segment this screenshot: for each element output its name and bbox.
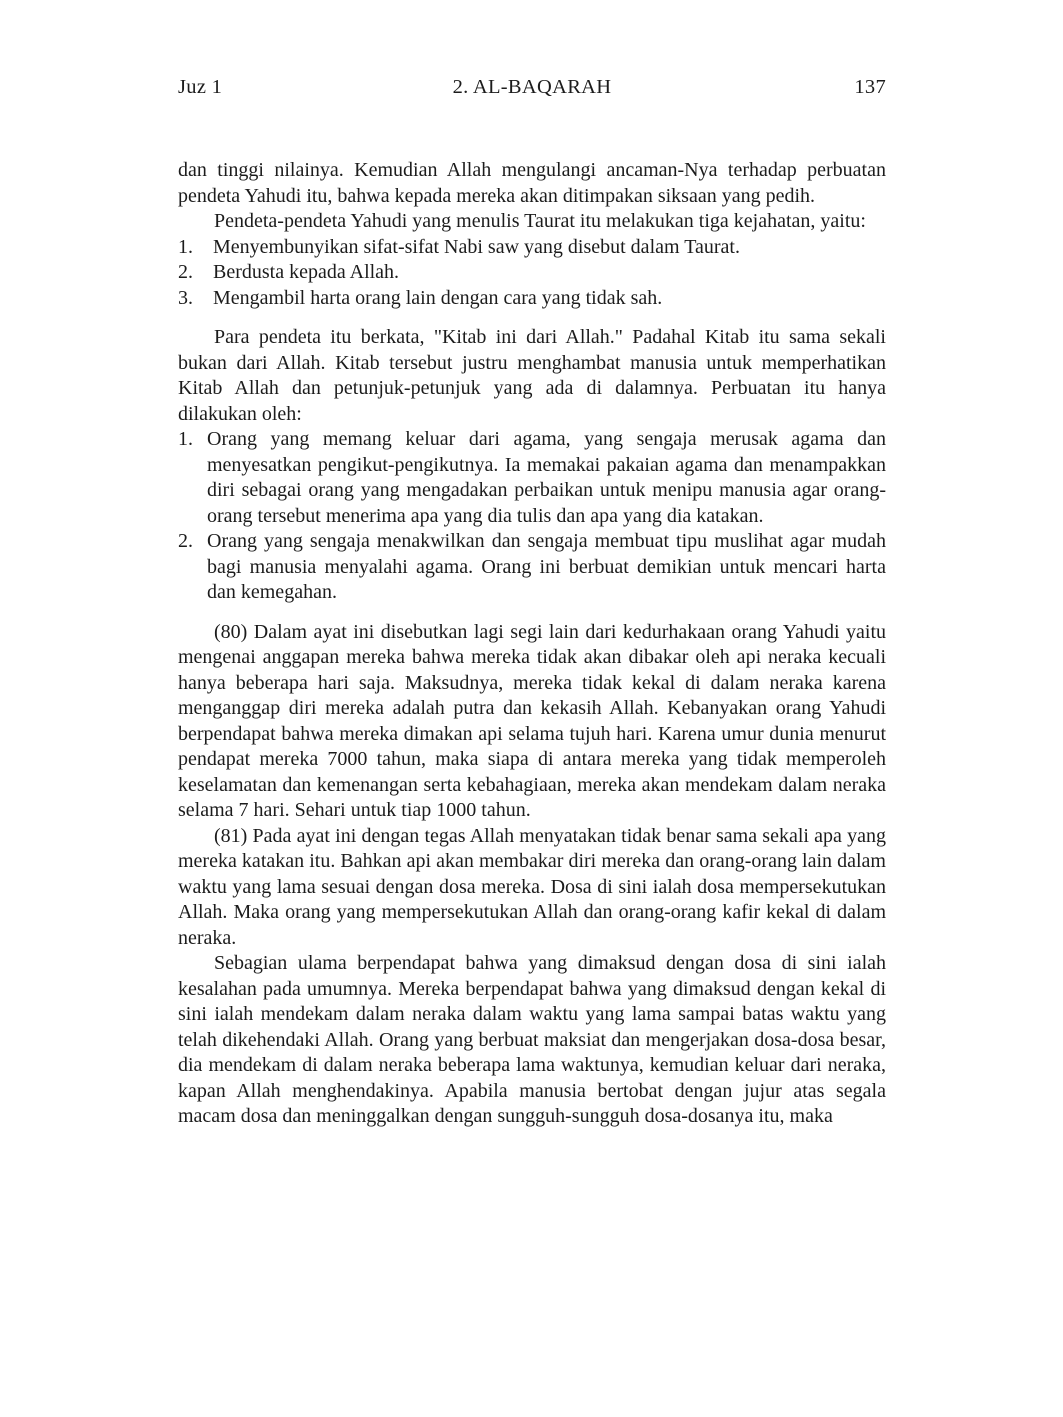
paragraph: Sebagian ulama berpendapat bahwa yang dimaksud dengan dosa di sini ialah kesalahan pada umumnya. Mereka berpendapat bahwa yang dimaksud dengan kekal di sini ialah mendekam dalam neraka dalam waktu yang lama sampai batas waktu yang telah dikehendaki Allah. Orang yang berbuat maksiat dan mengerjakan dosa-dosa besar, dia mendekam di dalam neraka beberapa lama waktunya, kemudian keluar dari neraka, kapan Allah menghendakinya. Apabila manusia bertobat dengan jujur atas segala macam dosa dan meninggalkan dengan sungguh-sungguh dosa-dosanya itu, maka	[178, 952, 886, 1127]
list-item	[178, 529, 886, 606]
paragraph: Pendeta-pendeta Yahudi yang menulis Taurat itu melakukan tiga kejahatan, yaitu:	[214, 210, 866, 232]
list-item	[178, 235, 886, 261]
paragraph: dan tinggi nilainya. Kemudian Allah mengulangi ancaman-Nya terhadap perbuatan pendeta Yahudi itu, bahwa kepada mereka akan ditimpakan siksaan yang pedih.	[178, 159, 886, 207]
list-marker: 2.	[178, 530, 193, 552]
list-marker: 2.	[178, 261, 193, 283]
header-surah-title: 2. AL-BAQARAH	[452, 76, 612, 98]
text-column	[178, 75, 886, 1130]
list-item-text: Orang yang sengaja menakwilkan dan sengaja membuat tipu muslihat agar mudah bagi manusia menyalahi agama. Orang ini berbuat demikian untuk mencari harta dan kemegahan.	[207, 530, 886, 603]
header-juz-label: Juz 1	[178, 76, 223, 98]
paragraph: (81) Pada ayat ini dengan tegas Allah menyatakan tidak benar sama sekali apa yang mereka katakan itu. Bahkan api akan membakar diri mereka dan orang-orang lain dalam waktu yang lama sesuai dengan dosa mereka. Dosa di sini ialah dosa mempersekutukan Allah. Maka orang yang mempersekutukan Allah dan orang-orang kafir kekal di dalam neraka.	[178, 824, 886, 949]
list-item	[178, 427, 886, 529]
list-item-text: Berdusta kepada Allah.	[213, 261, 400, 283]
list-marker: 3.	[178, 286, 193, 309]
page-header	[178, 75, 886, 100]
list-item-text: Orang yang memang keluar dari agama, yang sengaja merusak agama dan menyesatkan pengikut-pengikutnya. Ia memakai pakaian agama dan menampakkan diri sebagai orang yang mengadakan perbaikan untuk menipu manusia agar orang-orang tersebut menerima apa yang dia tulis dan apa yang dia katakan.	[207, 428, 886, 527]
list-item-text: Menyembunyikan sifat-sifat Nabi saw yang disebut dalam Taurat.	[213, 235, 740, 258]
header-page-number: 137	[854, 76, 886, 98]
paragraph: Para pendeta itu berkata, "Kitab ini dari Allah." Padahal Kitab itu sama sekali bukan dari Allah. Kitab tersebut justru menghambat manusia untuk memperhatikan Kitab Allah dan petunjuk-petunjuk yang ada di dalamnya. Perbuatan itu hanya dilakukan oleh:	[178, 326, 886, 425]
list-item	[178, 260, 886, 286]
paragraph: (80) Dalam ayat ini disebutkan lagi segi lain dari kedurhakaan orang Yahudi yaitu mengenai anggapan mereka bahwa mereka tidak akan dibakar oleh api neraka kecuali hanya beberapa hari saja. Maksudnya, mereka tidak kekal di dalam neraka karena menganggap diri mereka adalah putra dan kekasih Allah. Kebanyakan orang Yahudi berpendapat bahwa mereka dimakan api selama tujuh hari. Karena umur dunia menurut pendapat mereka 7000 tahun, maka siapa di antara mereka yang tidak memperoleh keselamatan dan kemenangan serta kebahagiaan, mereka akan mendekam dalam neraka selama 7 hari. Sehari untuk tiap 1000 tahun.	[178, 620, 886, 821]
list-marker: 1.	[178, 235, 193, 258]
list-item-text: Mengambil harta orang lain dengan cara yang tidak sah.	[213, 286, 663, 309]
list-item	[178, 286, 886, 312]
page-body	[178, 158, 886, 1130]
list-marker: 1.	[178, 428, 193, 450]
